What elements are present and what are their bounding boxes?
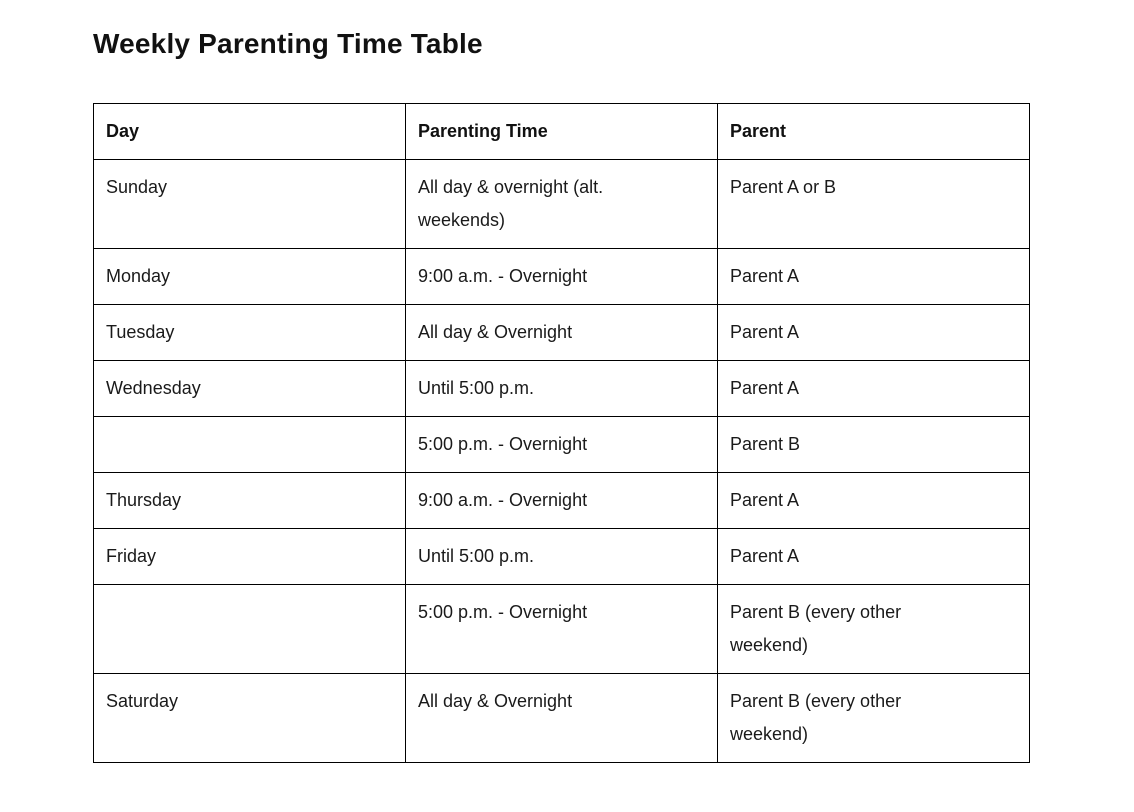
cell-parenting-time: 9:00 a.m. - Overnight bbox=[406, 249, 718, 305]
page-title: Weekly Parenting Time Table bbox=[93, 28, 483, 59]
cell-day: Wednesday bbox=[94, 361, 406, 417]
cell-parent: Parent A bbox=[718, 473, 1030, 529]
column-header-parent: Parent bbox=[718, 104, 1030, 160]
cell-day bbox=[94, 585, 406, 674]
cell-day bbox=[94, 417, 406, 473]
column-header-day: Day bbox=[94, 104, 406, 160]
table-row bbox=[94, 361, 1030, 417]
cell-day: Tuesday bbox=[94, 305, 406, 361]
cell-day: Sunday bbox=[94, 160, 406, 249]
table-row bbox=[94, 305, 1030, 361]
cell-parent: Parent A bbox=[718, 361, 1030, 417]
table-row bbox=[94, 585, 1030, 674]
cell-parent: Parent A bbox=[718, 305, 1030, 361]
table-row bbox=[94, 249, 1030, 305]
cell-day: Thursday bbox=[94, 473, 406, 529]
table-row bbox=[94, 160, 1030, 249]
page bbox=[0, 24, 1134, 812]
table-header-row bbox=[94, 104, 1030, 160]
parenting-time-table bbox=[93, 103, 1030, 763]
cell-parenting-time: 9:00 a.m. - Overnight bbox=[406, 473, 718, 529]
table-row bbox=[94, 473, 1030, 529]
column-header-parenting-time: Parenting Time bbox=[406, 104, 718, 160]
cell-parent: Parent B (every other weekend) bbox=[718, 674, 1030, 763]
cell-parent: Parent B bbox=[718, 417, 1030, 473]
table-row bbox=[94, 674, 1030, 763]
cell-parent: Parent A or B bbox=[718, 160, 1030, 249]
cell-day: Monday bbox=[94, 249, 406, 305]
cell-day: Saturday bbox=[94, 674, 406, 763]
cell-parent: Parent A bbox=[718, 249, 1030, 305]
cell-day: Friday bbox=[94, 529, 406, 585]
table-row bbox=[94, 529, 1030, 585]
cell-parenting-time: All day & overnight (alt. weekends) bbox=[406, 160, 718, 249]
cell-parenting-time: 5:00 p.m. - Overnight bbox=[406, 417, 718, 473]
cell-parenting-time: Until 5:00 p.m. bbox=[406, 529, 718, 585]
cell-parent: Parent A bbox=[718, 529, 1030, 585]
table-row bbox=[94, 417, 1030, 473]
cell-parenting-time: Until 5:00 p.m. bbox=[406, 361, 718, 417]
cell-parenting-time: 5:00 p.m. - Overnight bbox=[406, 585, 718, 674]
cell-parenting-time: All day & Overnight bbox=[406, 305, 718, 361]
cell-parenting-time: All day & Overnight bbox=[406, 674, 718, 763]
cell-parent: Parent B (every other weekend) bbox=[718, 585, 1030, 674]
